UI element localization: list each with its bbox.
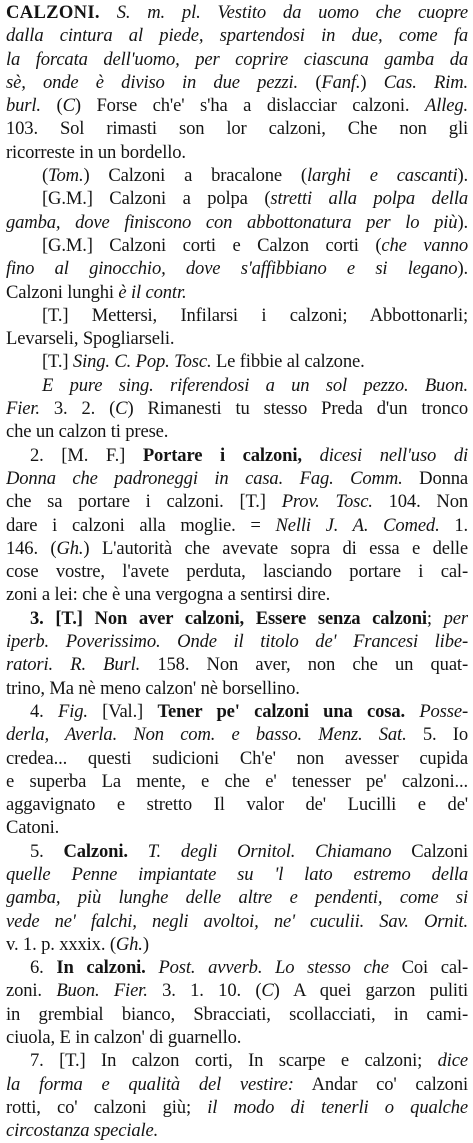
bold-phrase: Tener pe' calzoni una cosa. — [157, 700, 405, 722]
entry-line — [6, 793, 468, 816]
text-segment: ) L'autorità che avevate sopra di essa e delle — [83, 537, 468, 559]
text-segment: zoni a lei: che è una vergogna a sentirsi dire. — [6, 584, 331, 606]
text-segment: trino, Ma nè meno calzon' nè borsellino. — [6, 677, 300, 699]
entry-line — [6, 1, 468, 24]
italic-text-segment: per — [443, 607, 468, 629]
italic-text-segment: Tom. — [48, 165, 84, 187]
bold-phrase: Calzoni. — [63, 840, 128, 862]
italic-text-segment: S. m. pl. — [116, 2, 201, 23]
entry-line — [6, 48, 468, 71]
text-segment: [G.M.] Calzoni a polpa ( — [42, 188, 271, 210]
text-segment: ( — [105, 933, 116, 955]
italic-text-segment: Fanf. — [321, 71, 361, 93]
text-segment: ) Forse ch'e' s'ha a dislacciar calzoni. — [74, 95, 425, 117]
text-segment: 4. — [30, 700, 58, 722]
entry-line — [6, 304, 468, 327]
italic-text-segment: Buon. Fier. — [56, 980, 148, 1002]
italic-text-segment: la forma e qualità del vestire: — [6, 1073, 294, 1095]
bold-phrase: 3. [T.] — [30, 607, 95, 629]
italic-text-segment: il modo di tenerli o qualche — [207, 1096, 468, 1118]
entry-line — [6, 1073, 468, 1096]
entry-line — [6, 1049, 468, 1072]
italic-text-segment: fino al ginocchio, dove s'affibbiano e si legano — [6, 258, 458, 280]
text-segment — [146, 957, 159, 978]
entry-line — [6, 537, 468, 560]
text-segment: 1. — [439, 514, 468, 536]
italic-text-segment: Donna che padroneggi in casa. Fag. Comm. — [6, 467, 403, 489]
entry-line — [6, 723, 468, 746]
text-segment: [T.] Mettersi, Infilarsi i calzoni; Abbottonarli; — [42, 304, 468, 326]
entry-line — [6, 607, 468, 630]
italic-text-segment: derla, Averla. Non com. e basso. Menz. Sat. — [6, 724, 407, 746]
text-segment: ( — [42, 165, 49, 187]
text-segment: ( — [298, 71, 322, 93]
italic-text-segment: Cas. Rim. — [383, 71, 468, 93]
text-segment: ; — [426, 607, 444, 629]
entry-line — [6, 840, 468, 863]
text-segment: 7. [T.] In calzon corti, In scarpe e calzoni; — [30, 1050, 438, 1072]
text-segment: Andar co' calzoni — [293, 1073, 468, 1095]
italic-text-segment: dalla cintura al piede, spartendosi in due, come fa — [6, 25, 468, 47]
text-segment: Calzoni — [391, 840, 468, 862]
italic-text-segment: quelle Penne impiantate su 'l lato estremo della — [6, 863, 468, 885]
entry-line — [6, 71, 468, 94]
entry-line — [6, 700, 468, 723]
italic-text-segment: Gh. — [115, 933, 143, 955]
text-segment: 5. Io — [406, 724, 468, 746]
entry-line — [6, 187, 468, 210]
italic-text-segment: dicesi nell'uso di — [319, 444, 468, 466]
entry-line — [6, 327, 468, 350]
entry-line — [6, 1026, 468, 1049]
text-segment: ) — [360, 71, 384, 93]
italic-text-segment: T. degli Ornitol. Chiamano — [147, 840, 392, 862]
italic-text-segment: gamba, più lunghe delle altre e pendenti, come si — [6, 887, 468, 909]
text-segment: rotti, co' calzoni giù; — [6, 1096, 208, 1118]
text-segment — [405, 701, 419, 722]
entry-line — [6, 583, 468, 606]
text-segment: in grembial bianco, Sbracciati, scollacciati, in cami- — [6, 1003, 468, 1025]
text-segment: [T.] — [42, 351, 73, 373]
italic-text-segment: Gh. — [56, 537, 84, 559]
italic-text-segment: E pure sing. riferendosi a un sol pezzo. Buon. — [42, 374, 468, 396]
entry-line — [6, 630, 468, 653]
headword: CALZONI. — [6, 2, 100, 23]
text-segment: Donna — [402, 467, 468, 489]
entry-line — [6, 1119, 468, 1142]
text-segment: 2. [M. F.] — [30, 444, 143, 466]
text-segment: dare i calzoni alla moglie. = — [6, 514, 276, 536]
entry-line — [6, 910, 468, 933]
italic-text-segment: ratori. R. Burl. — [6, 654, 141, 676]
italic-text-segment: C — [115, 398, 128, 420]
entry-line — [6, 141, 468, 164]
entry-line — [6, 863, 468, 886]
entry-line — [6, 933, 468, 956]
text-segment: che un calzon ti prese. — [6, 421, 169, 443]
entry-line — [6, 677, 468, 700]
text-segment: ). — [457, 258, 468, 280]
entry-line — [6, 816, 468, 839]
entry-line — [6, 374, 468, 397]
text-segment: 6. — [30, 957, 57, 979]
text-segment: Le fibbie al calzone. — [211, 351, 365, 373]
text-segment: v. 1. p. xxxix. — [6, 933, 106, 955]
entry-line — [6, 350, 468, 373]
text-segment: [Val.] — [87, 700, 158, 722]
italic-text-segment: Alleg. — [425, 95, 468, 117]
italic-text-segment: burl. — [6, 95, 41, 117]
entry-line — [6, 467, 468, 490]
entry-line — [6, 747, 468, 770]
entry-line — [6, 444, 468, 467]
entry-line — [6, 490, 468, 513]
text-segment: cose vostre, l'avete perduta, lasciando portare i cal- — [6, 561, 468, 583]
italic-text-segment: Nelli J. A. Comed. — [275, 514, 440, 536]
text-segment: che sa portare i calzoni. [T.] — [6, 491, 282, 513]
italic-text-segment: la forcata dell'uomo, per coprire ciascuna gamba da — [6, 48, 468, 70]
italic-text-segment: vede ne' falchi, negli avoltoi, ne' cuculii. Sav. Ornit. — [6, 910, 468, 932]
italic-text-segment: che vanno — [381, 234, 468, 256]
text-segment: 3. 2. ( — [39, 398, 116, 420]
text-segment: ricorreste in un bordello. — [6, 141, 186, 163]
italic-text-segment: Sing. C. Pop. Tosc. — [72, 351, 212, 373]
entry-line — [6, 281, 468, 304]
text-segment: e superba La mente, e che e' tenesser pe' calzoni... — [6, 770, 468, 792]
entry-line — [6, 420, 468, 443]
entry-line — [6, 211, 468, 234]
text-segment: ciuola, E in calzon' di guarnello. — [6, 1027, 242, 1049]
text-segment: [G.M.] Calzoni corti e Calzon corti ( — [42, 234, 382, 256]
italic-text-segment: larghi e cascanti — [306, 165, 458, 187]
italic-text-segment: Posse- — [419, 700, 468, 722]
entry-line — [6, 117, 468, 140]
text-segment: Coi cal- — [388, 957, 468, 979]
entry-line — [6, 886, 468, 909]
text-segment — [128, 841, 148, 862]
italic-text-segment: stretti alla polpa della — [270, 188, 468, 210]
text-segment: Levarseli, Spogliarseli. — [6, 328, 175, 350]
italic-text-segment: C — [62, 95, 75, 117]
italic-text-segment: Post. avverb. Lo stesso che — [158, 957, 389, 979]
text-segment: 103. Sol rimasti son lor calzoni, Che non gli — [6, 118, 468, 140]
text-segment: aggavignato e stretto Il valor de' Lucilli e de' — [6, 794, 468, 816]
text-segment: 104. Non — [372, 491, 468, 513]
text-segment: ) — [142, 933, 149, 955]
entry-line — [6, 397, 468, 420]
entry-line — [6, 24, 468, 47]
italic-text-segment: Fier. — [6, 398, 40, 420]
italic-text-segment: Fig. — [57, 700, 88, 722]
text-segment: ) A quei garzon puliti — [273, 980, 468, 1002]
text-segment: 3. 1. 10. ( — [147, 980, 262, 1002]
italic-text-segment: Prov. Tosc. — [281, 491, 373, 513]
text-segment: ) Rimanesti tu stesso Preda d'un tronco — [127, 398, 468, 420]
entry-line — [6, 164, 468, 187]
entry-line — [6, 770, 468, 793]
text-segment: 158. Non aver, non che un quat- — [140, 654, 468, 676]
italic-text-segment: circostanza speciale. — [6, 1120, 159, 1142]
entry-line — [6, 257, 468, 280]
italic-text-segment: iperb. Poverissimo. Onde il titolo de' Francesi libe- — [6, 631, 468, 653]
entry-line — [6, 94, 468, 117]
entry-line — [6, 956, 468, 979]
entry-line — [6, 234, 468, 257]
entry-line — [6, 1003, 468, 1026]
italic-text-segment: dice — [437, 1050, 468, 1072]
italic-text-segment: sè, onde è diviso in due pezzi. — [6, 71, 299, 93]
entry-line — [6, 653, 468, 676]
text-segment: zoni. — [6, 980, 57, 1002]
text-segment: Catoni. — [6, 817, 60, 839]
text-segment: credea... questi sudicioni Ch'e' non avesser cupida — [6, 747, 468, 769]
italic-text-segment: è il contr. — [118, 281, 187, 303]
dictionary-entry-calzoni — [6, 1, 468, 1143]
text-segment: 5. — [30, 840, 64, 862]
entry-line — [6, 979, 468, 1002]
text-segment: ). — [457, 211, 468, 233]
italic-text-segment: gamba, dove finiscono con abbottonatura per lo più — [6, 211, 458, 233]
italic-text-segment: Vestito da uomo che cuopre — [200, 2, 468, 23]
entry-line — [6, 1096, 468, 1119]
text-segment: 146. ( — [6, 537, 57, 559]
text-segment — [302, 445, 320, 466]
italic-text-segment: C — [261, 980, 274, 1002]
text-segment — [100, 2, 117, 23]
text-segment: Calzoni lunghi — [6, 281, 119, 303]
bold-phrase: In calzoni. — [56, 957, 146, 979]
text-segment: ). — [457, 165, 468, 187]
entry-line — [6, 514, 468, 537]
text-segment: ( — [40, 95, 63, 117]
text-segment: ) Calzoni a bracalone ( — [83, 165, 307, 187]
entry-line — [6, 560, 468, 583]
bold-phrase: Non aver calzoni, Essere senza calzoni — [94, 607, 427, 629]
bold-phrase: Portare i calzoni, — [142, 444, 302, 466]
